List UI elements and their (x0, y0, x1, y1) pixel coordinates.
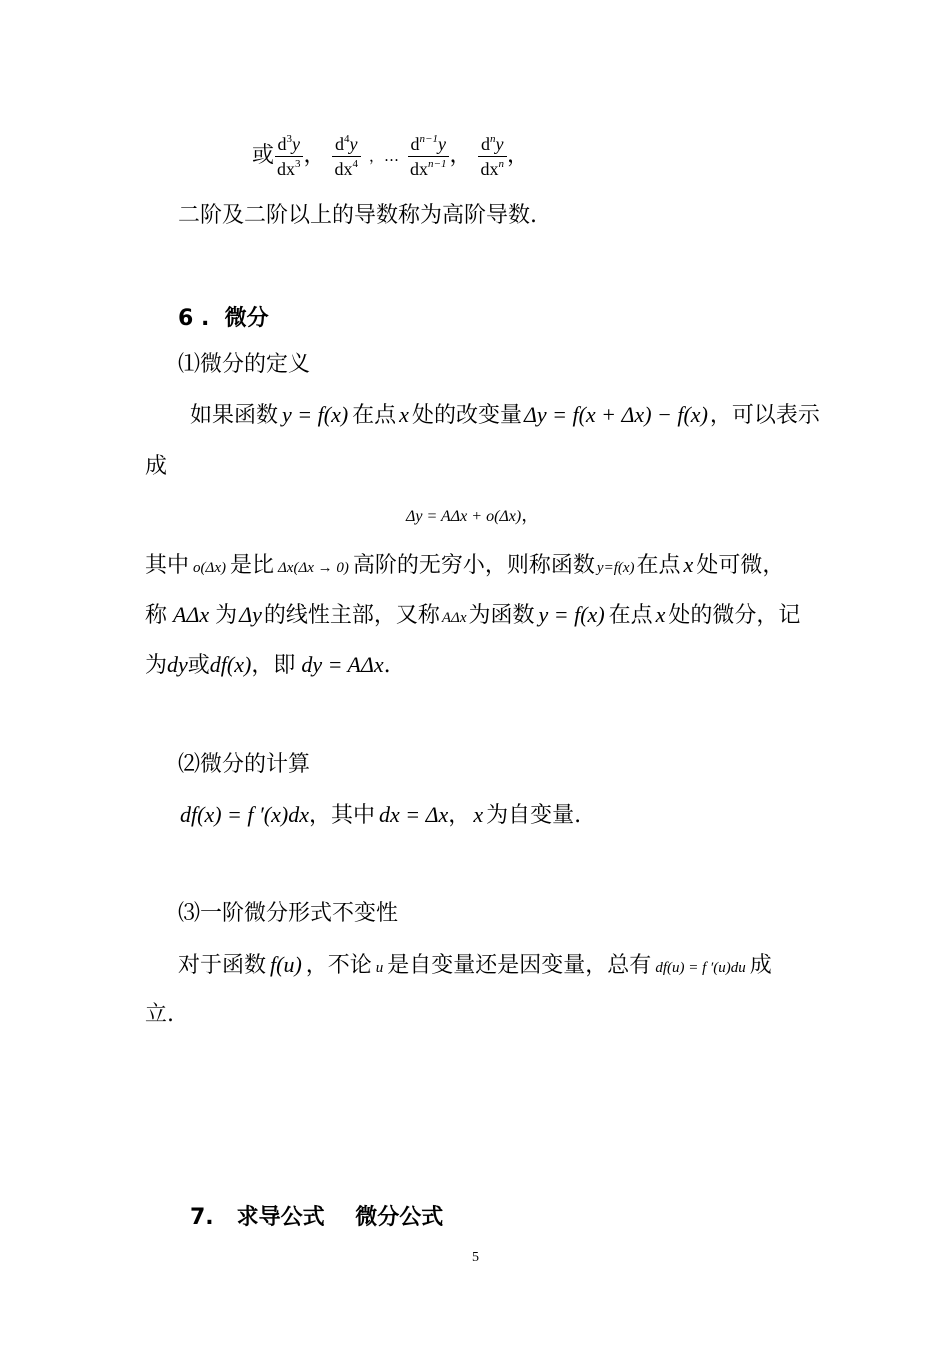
paragraph-3: 称 AΔx 为Δy的线性主部，又称 AΔx为函数 y = f(x) 在点 x 处的微分，记 (145, 602, 801, 628)
fraction-dn: $\frac{d^ny}{dx^n}$ (478, 133, 508, 180)
fraction-dn1: $\frac{d^{n-1}y}{dx^{n-1}}$ (407, 133, 449, 180)
fraction-d3: $\frac{d^3y}{dx^3}$ (274, 133, 304, 180)
paragraph-5: df(x) = f ′(x)dx，其中 dx = Δx， x 为自变量. (180, 802, 582, 828)
sub-heading-definition: ⑴微分的定义 (178, 352, 311, 377)
fraction-ellipsis: ，… (369, 147, 400, 165)
fraction-d4: $\frac{d^4y}{dx^4}$ (332, 133, 362, 180)
sub-heading-calculation: ⑵微分的计算 (178, 752, 311, 777)
equation-1: Δy = AΔx + o(Δx)， (406, 505, 540, 526)
paragraph-1-line-1: 如果函数 y = f(x) 在点 x 处的改变量Δy = f(x + Δx) − f(x)，可以表示 (190, 402, 820, 428)
paragraph-6-line-1: 对于函数 f(u) ，不论 u 是自变量还是因变量，总有 df(u) = f ′(u)du 成 (178, 952, 772, 978)
fraction-sep: ， (303, 143, 326, 168)
high-order-line: 二阶及二阶以上的导数称为高阶导数. (178, 203, 537, 228)
fraction-sep-2: ， (449, 143, 472, 168)
sub-heading-invariance: ⑶一阶微分形式不变性 (178, 901, 399, 926)
page-number: 5 (472, 1250, 479, 1265)
paragraph-1-line-2: 成 (145, 454, 168, 479)
paragraph-2: 其中 o(Δx) 是比 Δx(Δx → 0) 高阶的无穷小，则称函数 y=f(x)在点 x 处可微， (145, 552, 785, 578)
paragraph-4: 为dy或df(x)，即 dy = AΔx. (145, 652, 391, 678)
fraction-end: ， (507, 143, 530, 168)
higher-derivative-fractions (252, 128, 529, 184)
section-6-heading: 6 . 微分 (178, 306, 269, 331)
paragraph-6-line-2: 立. (145, 1002, 174, 1027)
fraction-lead: 或 (252, 143, 275, 168)
section-7-heading: 7. 求导公式 微分公式 (190, 1205, 444, 1230)
